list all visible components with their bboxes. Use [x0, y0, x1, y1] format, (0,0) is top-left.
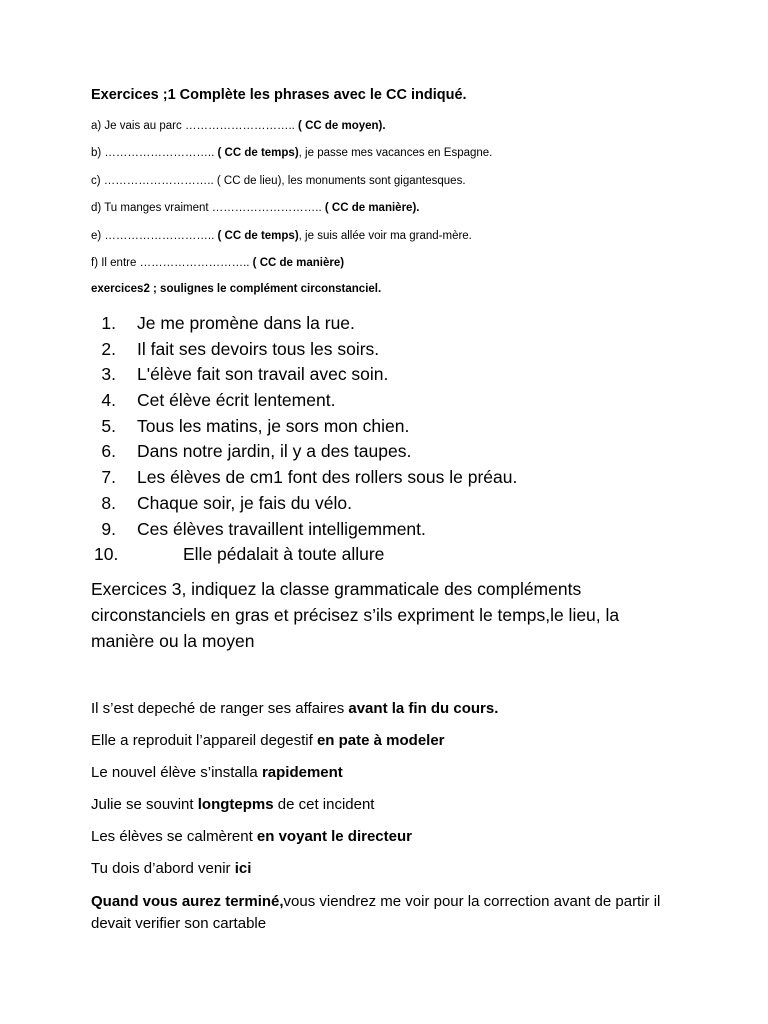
sentence-text: Il s’est depeché de ranger ses affaires: [91, 700, 349, 717]
exercise-3-last-sentence: [91, 891, 666, 935]
list-number: 5.: [101, 415, 116, 436]
list-item: [91, 517, 426, 543]
list-item: [91, 311, 355, 337]
list-item: [91, 465, 518, 491]
exercise-1-line-b: [91, 147, 492, 159]
list-number: 1.: [101, 313, 116, 333]
exercise-1-title: Exercices ;1 Complète les phrases avec le CC indiqué.: [91, 87, 467, 103]
exercise-1-line-f: [91, 257, 344, 269]
list-item-text: L'élève fait son travail avec soin.: [137, 364, 389, 385]
list-number: 2.: [101, 338, 116, 359]
exercise-1-line-a: [91, 120, 386, 132]
exercise-2-title: exercices2 ; soulignes le complément circonstanciel.: [91, 283, 382, 295]
exercise-2-list: [91, 311, 518, 568]
list-item-text: Les élèves de cm1 font des rollers sous le préau.: [137, 467, 518, 488]
exercise-1-line-d: [91, 202, 419, 214]
exercise-1-line-e: [91, 230, 472, 242]
exercise-3-sentence: [91, 764, 343, 781]
sentence-text: Le nouvel élève s’installa: [91, 764, 262, 781]
list-item-text: Je me promène dans la rue.: [137, 313, 355, 333]
sentence-bold-text: Quand vous aurez terminé,: [91, 893, 284, 910]
sentence-text: Tu dois d’abord venir: [91, 860, 235, 877]
list-number: 7.: [101, 467, 116, 488]
list-number: 9.: [101, 518, 116, 539]
line-text: e) ………………………..: [91, 230, 218, 242]
list-item-text: Dans notre jardin, il y a des taupes.: [137, 441, 412, 462]
line-bold-text: ( CC de manière).: [324, 202, 420, 214]
exercise-3-sentence: [91, 732, 445, 749]
list-number: 3.: [101, 364, 116, 385]
line-bold-text: ( CC de manière): [252, 257, 345, 269]
sentence-bold-text: rapidement: [261, 764, 343, 781]
list-item-text: Cet élève écrit lentement.: [137, 390, 336, 411]
exercise-3-sentence: [91, 828, 412, 845]
sentence-bold-text: en voyant le directeur: [256, 828, 412, 845]
sentence-text-end: vous viendrez me voir pour la correction avant de partir il devait verifier son cartable: [91, 893, 661, 932]
line-text: d) Tu manges vraiment ………………………..: [91, 202, 325, 214]
sentence-bold-text: ici: [234, 860, 252, 877]
list-item: [91, 414, 410, 440]
list-number: 6.: [101, 441, 116, 462]
exercise-3-title: Exercices 3, indiquez la classe grammaticale des compléments circonstanciels en gras et précisez s’ils expriment le temps,le lieu, la manière ou la moyen: [91, 579, 620, 651]
list-item: [91, 439, 412, 465]
sentence-text-end: de cet incident: [273, 796, 375, 813]
list-number: 10.: [94, 544, 119, 565]
list-item-text: Tous les matins, je sors mon chien.: [137, 415, 410, 436]
exercise-3-sentence: [91, 700, 498, 717]
exercise-3-sentence: [91, 860, 251, 877]
list-number: 4.: [101, 390, 116, 411]
sentence-text: Les élèves se calmèrent: [91, 828, 257, 845]
list-item: [91, 542, 385, 568]
line-bold-text: ( CC de temps): [217, 147, 299, 159]
list-item: [91, 491, 352, 517]
list-item-text: Ces élèves travaillent intelligemment.: [137, 518, 426, 539]
line-text-end: , je suis allée voir ma grand-mère.: [298, 230, 472, 242]
sentence-text: Elle a reproduit l’appareil degestif: [91, 732, 317, 749]
line-text: f) Il entre ………………………..: [91, 257, 253, 269]
sentence-text: Julie se souvint: [91, 796, 198, 813]
list-item-text: Chaque soir, je fais du vélo.: [137, 492, 352, 513]
list-item: [91, 388, 336, 414]
line-bold-text: ( CC de moyen).: [298, 120, 386, 132]
sentence-bold-text: en pate à modeler: [316, 732, 445, 749]
line-text-end: , je passe mes vacances en Espagne.: [298, 147, 493, 159]
line-text: c) ……………………….. ( CC de lieu), les monuments sont gigantesques.: [91, 175, 466, 187]
exercise-3-sentence: [91, 796, 374, 813]
list-item: [91, 337, 380, 363]
line-bold-text: ( CC de temps): [217, 230, 299, 242]
list-number: 8.: [101, 492, 116, 513]
exercise-1-line-c: [91, 175, 466, 187]
sentence-bold-text: longtepms: [197, 796, 274, 813]
list-item-text: Il fait ses devoirs tous les soirs.: [137, 338, 380, 359]
line-text: a) Je vais au parc ………………………..: [91, 120, 299, 132]
list-item: [91, 362, 389, 388]
list-item-text: Elle pédalait à toute allure: [183, 544, 385, 565]
sentence-bold-text: avant la fin du cours.: [348, 700, 499, 717]
line-text: b) ………………………..: [91, 147, 218, 159]
